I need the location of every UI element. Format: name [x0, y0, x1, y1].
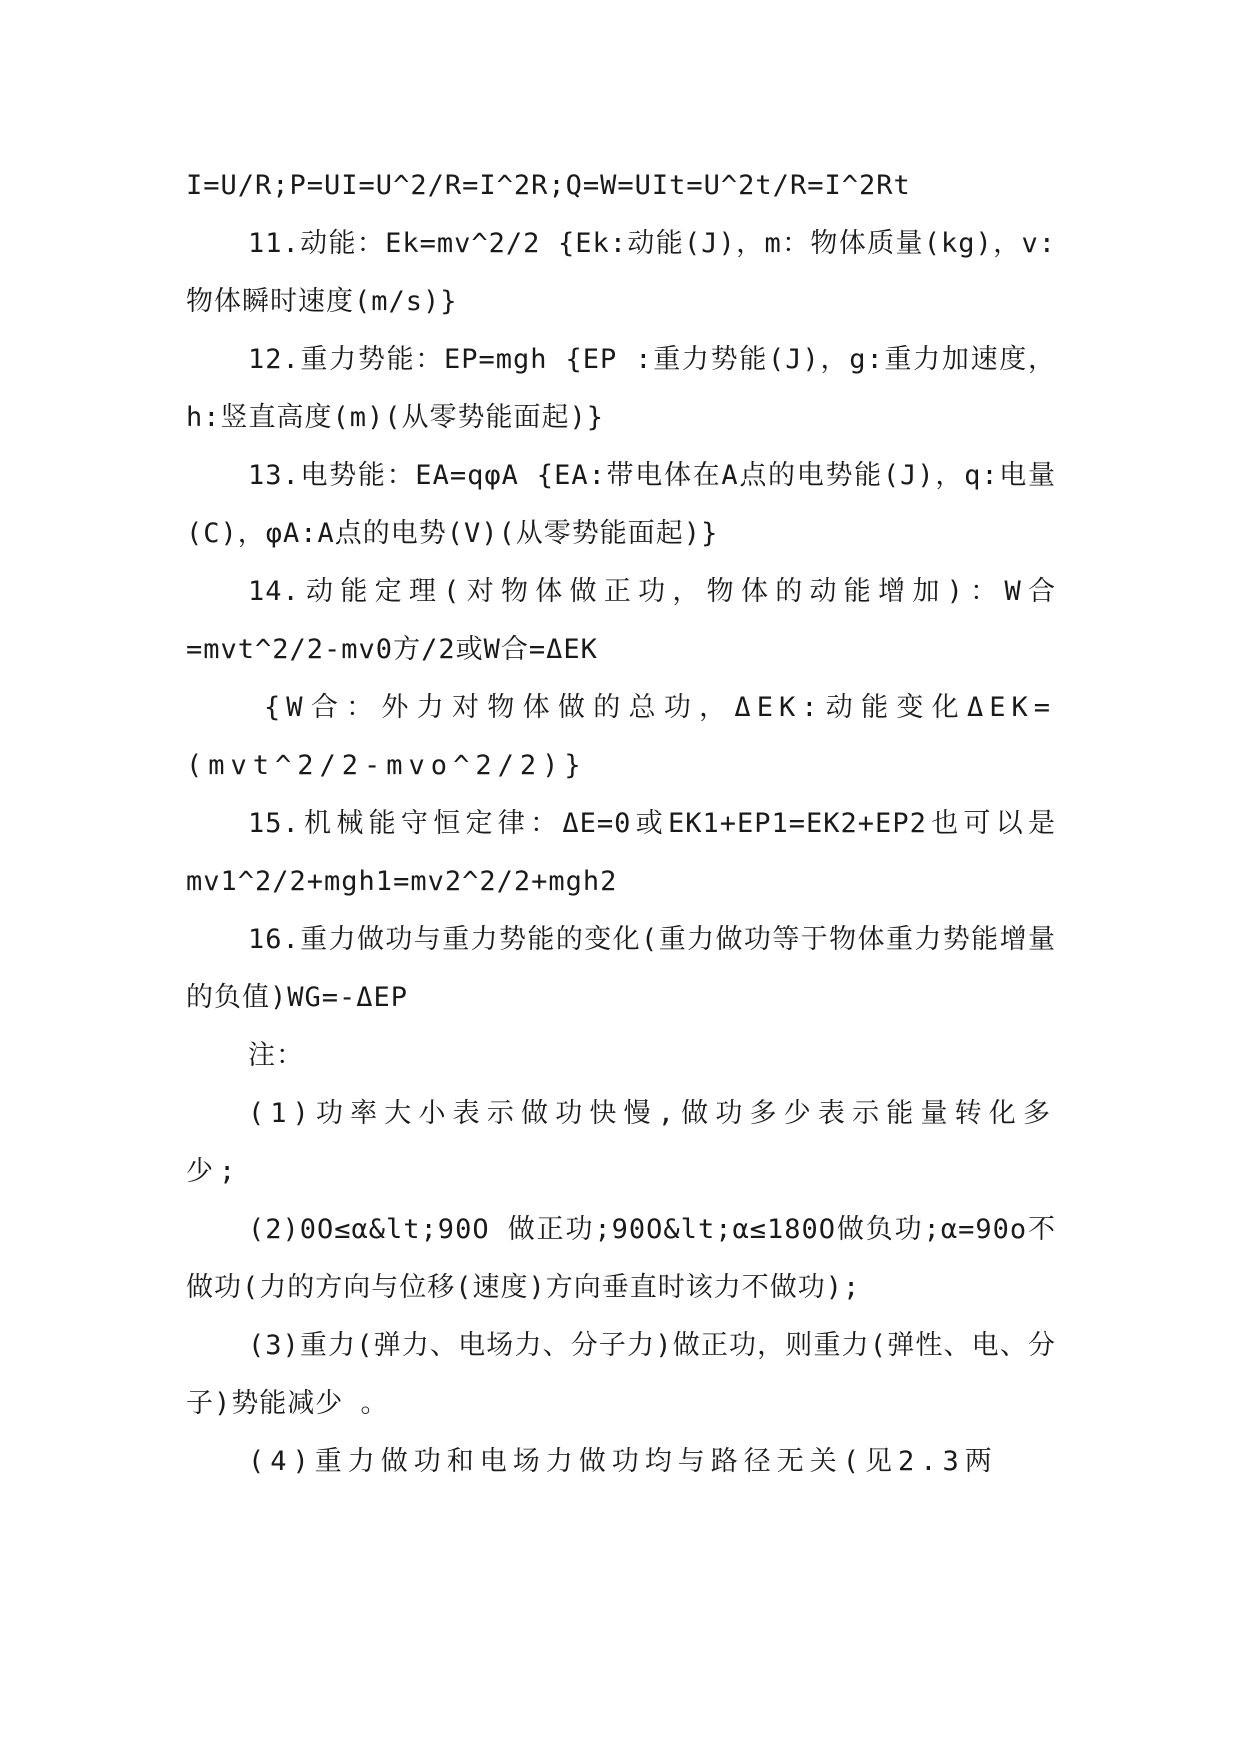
paragraph-work-energy-theorem: 14.动能定理(对物体做正功，物体的动能增加)：W合=mvt^2/2-mv0方/2或W合=ΔEK: [186, 576, 1056, 665]
notes-heading: 注：: [248, 1040, 304, 1071]
paragraph-gravity-work: 16.重力做功与重力势能的变化(重力做功等于物体重力势能增量的负值)WG=-ΔEP: [186, 924, 1056, 1013]
note-item-2: (2)0O≤α&lt;90O 做正功;90O&lt;α≤180O做负功;α=90o不做功(力的方向与位移(速度)方向垂直时该力不做功);: [186, 1214, 1056, 1303]
paragraph-electric-potential-energy: 13.电势能：EA=qφA {EA:带电体在A点的电势能(J)，q:电量(C)，φA:A点的电势(V)(从零势能面起)}: [186, 460, 1056, 549]
note-item-1: (1)功率大小表示做功快慢,做功多少表示能量转化多少;: [186, 1098, 1056, 1187]
document-body: [186, 157, 1056, 1491]
note-item-3: (3)重力(弹力、电场力、分子力)做正功，则重力(弹性、电、分子)势能减少 。: [186, 1330, 1056, 1419]
paragraph-kinetic-energy: 11.动能：Ek=mv^2/2 {Ek:动能(J)，m：物体质量(kg)，v:物体瞬时速度(m/s)}: [186, 228, 1056, 317]
note-item-4: (4)重力做功和电场力做功均与路径无关(见2.3两: [248, 1446, 998, 1477]
paragraph-conservation-of-energy: 15.机械能守恒定律：ΔE=0或EK1+EP1=EK2+EP2也可以是mv1^2/2+mgh1=mv2^2/2+mgh2: [186, 808, 1056, 897]
paragraph-gravitational-potential-energy: 12.重力势能：EP=mgh {EP :重力势能(J)，g:重力加速度，h:竖直高度(m)(从零势能面起)}: [186, 344, 1056, 433]
formula-line-electric-power: I=U/R;P=UI=U^2/R=I^2R;Q=W=UIt=U^2t/R=I^2Rt: [186, 170, 911, 201]
paragraph-work-energy-note: {W合：外力对物体做的总功，ΔEK:动能变化ΔEK=(mvt^2/2-mvo^2/2)}: [186, 692, 1056, 781]
